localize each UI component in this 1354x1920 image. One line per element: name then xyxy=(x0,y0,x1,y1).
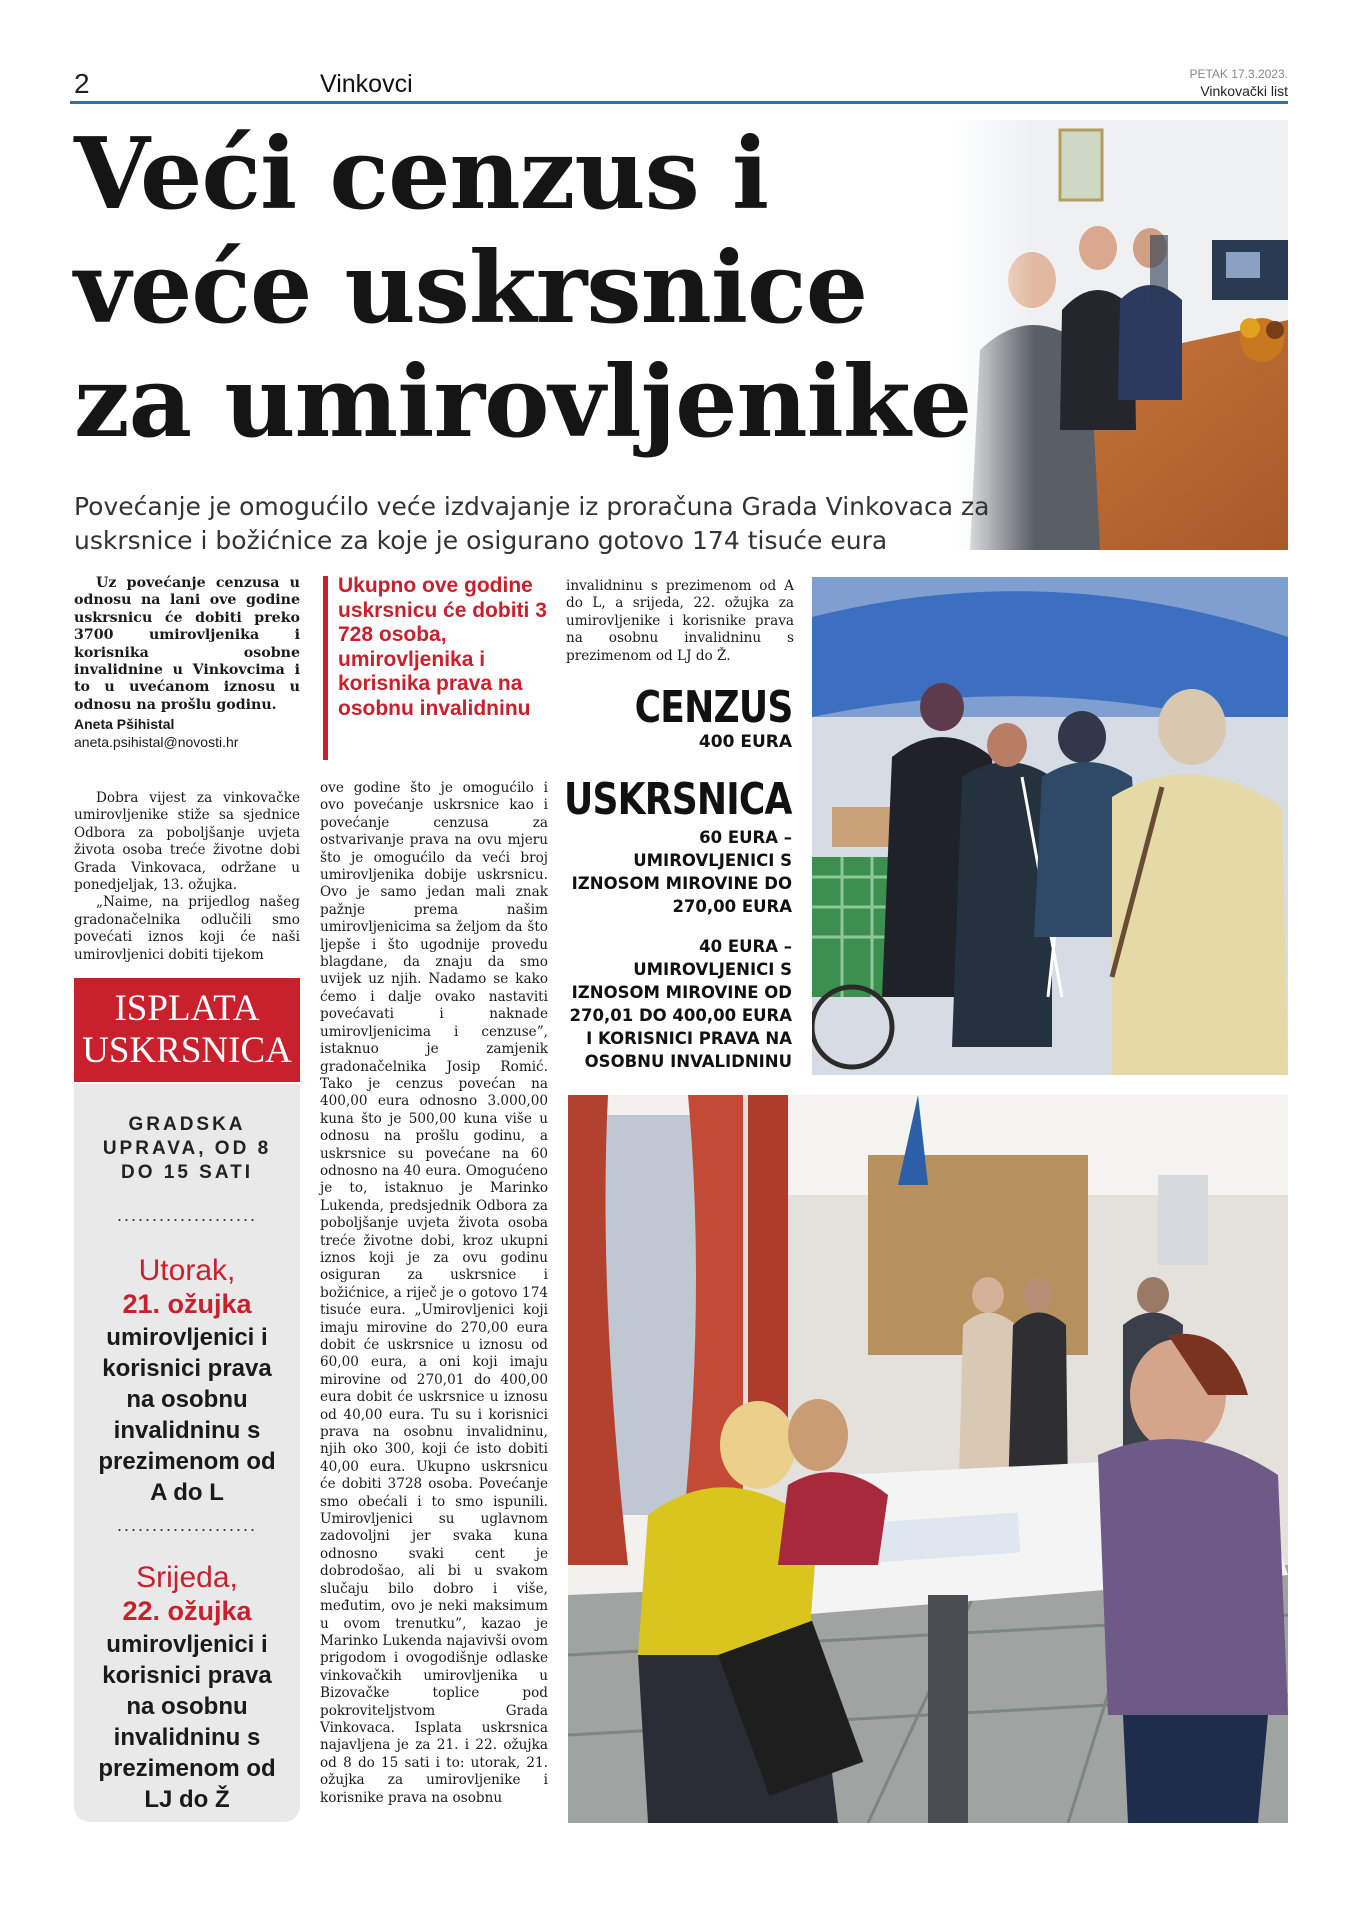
section-name: Vinkovci xyxy=(320,70,413,98)
author-email: aneta.psihistal@novosti.hr xyxy=(74,734,239,750)
payment-day-2: Srijeda, xyxy=(136,1561,238,1594)
payout-desk-photo xyxy=(568,1095,1288,1823)
headline-line-2: veće uskrsnice xyxy=(74,231,868,346)
isplata-title-line-2: USKRSNICA xyxy=(82,1030,292,1071)
paper-name: Vinkovački list xyxy=(1200,83,1288,99)
dotted-divider: .................... xyxy=(116,1515,258,1535)
subheadline: Povećanje je omogućilo veće izdvajanje iz proračuna Grada Vinkovaca za uskrsnice i božićnice za koje je osigurano gotovo 174 tisuće eura xyxy=(74,492,990,555)
headline xyxy=(74,118,1054,460)
isplata-title-line-1: ISPLATA xyxy=(114,988,260,1029)
pull-quote: Ukupno ove godine uskrsnicu će dobiti 3 728 osoba, umirovljenika i korisnika prava na osobnu invalidninu xyxy=(338,574,547,720)
uskrsnica-40-info: 40 EURA – UMIROVLJENICI S IZNOSOM MIROVINE OD 270,01 DO 400,00 EURA I KORISNICI PRAVA NA OSOBNU INVALIDNINU xyxy=(569,937,792,1071)
cenzus-label: CENZUS xyxy=(634,682,792,733)
body-paragraph: ove godine što je omogućilo i ovo povećanje uskrsnice kao i povećanje cenzusa za ostvarivanje prava na ovu mjeru što je omogućilo da veći broj umirovljenika dobije uskrsnicu. Ovo je samo jedan mali znak pažnje prema našim umirovljenicima sa željom da što ljepše i što ugodnije provedu blagdane, da znaju da smo uvijek uz njih. Nadamo se kako ćemo i dalje ovako nastaviti povećavati i naknade umirovljenicima i cenzuse”, istaknuo je zamjenik gradonačelnika Josip Romić. Tako je cenzus povećan na 400,00 eura odnosno 3.000,00 kuna što je 500,00 kuna više u odnosu na prošlu godinu, a uskrsnice su povećane na 60 odnosno na 40 eura. Omogućeno je to, istaknuo je Marinko Lukenda, predsjednik Odbora za poboljšanje uvjeta života osoba treće životne dobi, kroz ukupni iznos koji je za ovu godinu osiguran za uskrsnice i božićnice, a riječ je o gotovo 174 tisuće eura. „Umirovljenici koji imaju mirovine do 270,00 eura dobit će uskrsnice u iznosu od 60,00 eura, a oni koji imaju mirovine od 270,01 do 400,00 eura dobit će uskrsnice u iznosu od 40,00 eura. Tu su i korisnici prava na osobnu invalidninu, njih oko 300, koji će isto dobiti 40,00 eura. Ukupno uskrsnicu će dobiti 3728 osoba. Povećanje smo obećali i to smo ispunili. Umirovljenici su uglavnom zadovoljni jer svaka kuna odnosno svaki cent je dobrodošao, ali bi u svakom slučaju bilo dobro i više, međutim, ovo je neki maksimum u ovom trenutku”, kazao je Marinko Lukenda najavivši ovom prigodom i ovogodišnje odlaske vinkovačkih umirovljenika u Bizovačke toplice pod pokroviteljstvom Grada Vinkovaca. Isplata uskrsnica najavljena je za 21. i 22. ožujka od 8 do 15 sati i to: utorak, 21. ožujka za umirovljenike i korisnike prava na osobnu xyxy=(320,780,548,1806)
payment-recipients-1: umirovljenici i korisnici prava na osobnu invalidninu s prezimenom od A do L xyxy=(98,1324,276,1506)
payment-recipients-2: umirovljenici i korisnici prava na osobnu invalidninu s prezimenom od LJ do Ž xyxy=(98,1631,276,1813)
payment-date-1: 21. ožujka xyxy=(122,1289,252,1319)
isplata-title xyxy=(74,978,300,1082)
page-number: 2 xyxy=(74,68,90,99)
uskrsnica-60-info: 60 EURA – UMIROVLJENICI S IZNOSOM MIROVINE DO 270,00 EURA xyxy=(571,828,792,916)
payment-date-2: 22. ožujka xyxy=(122,1596,252,1626)
article-column-3 xyxy=(566,578,794,665)
issue-date: PETAK 17.3.2023. xyxy=(1189,67,1288,81)
article-column-2 xyxy=(320,780,548,1807)
headline-line-3: za umirovljenike xyxy=(74,345,972,460)
cenzus-value: 400 EURA xyxy=(698,732,792,752)
lead-paragraph: Uz povećanje cenzusa u odnosu na lani ove godine uskrsnicu će dobiti preko 3700 umirovljenika i korisnika osobne invalidnine u Vinkovcima i to u uvećanom iznosu u odnosu na prošlu godinu. xyxy=(74,575,300,713)
dotted-divider: .................... xyxy=(116,1205,258,1225)
pull-quote-bar xyxy=(323,576,328,760)
uskrsnica-label: USKRSNICA xyxy=(564,774,792,825)
author-name: Aneta Pšihistal xyxy=(74,716,175,732)
body-paragraph: „Naime, na prijedlog našeg gradonačelnika odlučili smo povećati iznos koji će naši umirovljenici dobiti tijekom xyxy=(74,894,300,963)
payment-office: GRADSKA UPRAVA, OD 8 DO 15 SATI xyxy=(102,1114,272,1183)
headline-line-1: Veći cenzus i xyxy=(74,117,769,232)
body-paragraph: Dobra vijest za vinkovačke umirovljenike stiže sa sjednice Odbora za poboljšanje uvjeta života osoba treće životne dobi Grada Vinkovaca, održane u ponedjeljak, 13. ožujka. xyxy=(74,790,300,894)
header-rule xyxy=(70,101,1288,104)
market-queue-photo xyxy=(812,577,1288,1075)
body-paragraph: invalidninu s prezimenom od A do L, a srijeda, 22. ožujka za umirovljenike i korisnike prava na osobnu invalidninu s prezimenom od LJ do Ž. xyxy=(566,578,794,664)
payment-day-1: Utorak, xyxy=(138,1254,236,1287)
article-column-1 xyxy=(74,790,300,964)
